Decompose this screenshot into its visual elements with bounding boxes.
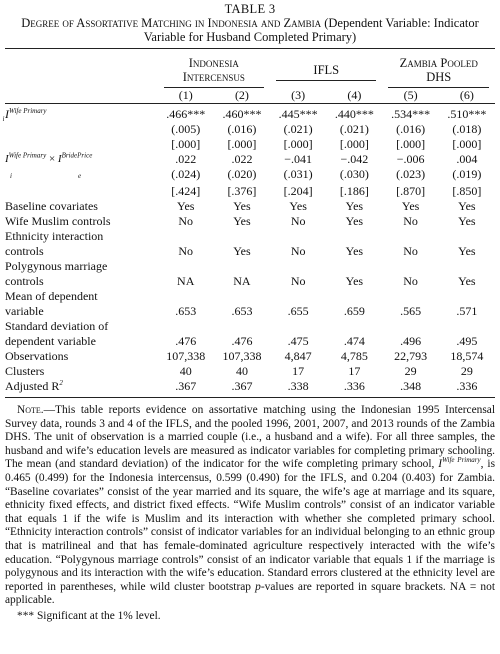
column-number: (1) bbox=[178, 88, 193, 102]
table-title-rest: (Dependent Variable: Indicator Variable for Husband Completed Primary) bbox=[143, 16, 479, 44]
table-title-main: Degree of Assortative Matching in Indonesia and Zambia bbox=[21, 16, 322, 30]
row-ethnicity-controls: controls No Yes No Yes No Yes bbox=[5, 244, 476, 258]
row-ethnicity-controls-label bbox=[5, 229, 495, 244]
pvalue-cell: [.000] bbox=[171, 137, 201, 151]
coef-cell: .460*** bbox=[222, 107, 262, 121]
pvalue-cell: [.000] bbox=[396, 137, 426, 151]
pvalue-cell: [.000] bbox=[452, 137, 482, 151]
coef-cell: −.006 bbox=[396, 152, 425, 166]
row-interaction bbox=[5, 152, 495, 167]
row-label: Ethnicity interaction bbox=[5, 229, 104, 243]
note-lead: Note. bbox=[17, 404, 44, 416]
row-wife-primary-se bbox=[5, 122, 495, 137]
row-observations: Observations 107,338 107,338 4,847 4,785 22,793 18,574 bbox=[5, 349, 484, 363]
se-cell: (.023) bbox=[396, 167, 426, 181]
pvalue-cell: [.000] bbox=[339, 137, 369, 151]
pvalue-cell: [.000] bbox=[227, 137, 257, 151]
coef-cell: .004 bbox=[456, 152, 478, 166]
column-number: (4) bbox=[347, 88, 362, 102]
column-number: (5) bbox=[403, 88, 418, 102]
row-interaction-p bbox=[5, 184, 495, 199]
bottom-rule bbox=[5, 397, 495, 398]
pvalue-cell: [.000] bbox=[283, 137, 313, 151]
table-page bbox=[2, 0, 496, 623]
row-label: Polygynous marriage bbox=[5, 259, 108, 273]
results-table bbox=[2, 49, 495, 394]
coef-cell: .534*** bbox=[391, 107, 431, 121]
group-header-row bbox=[5, 49, 495, 88]
row-polygynous-controls: controls NA NA No Yes No Yes bbox=[5, 274, 476, 288]
pvalue-cell: [.850] bbox=[452, 184, 482, 198]
column-number: (6) bbox=[459, 88, 474, 102]
group-header-ifls: IFLS bbox=[276, 56, 376, 81]
column-number-row bbox=[5, 88, 495, 104]
row-label: Mean of dependent bbox=[5, 289, 98, 303]
pvalue-cell: [.870] bbox=[396, 184, 426, 198]
row-label-interaction: $I^{Wife Primary} \times I^{BridePrice}$ bbox=[5, 151, 93, 165]
row-mean: variable .653 .653 .655 .659 .565 .571 bbox=[5, 304, 478, 318]
row-clusters: Clusters 40 40 17 17 29 29 bbox=[5, 364, 473, 378]
coef-cell: −.042 bbox=[340, 152, 369, 166]
pvalue-cell: [.186] bbox=[339, 184, 369, 198]
row-interaction-se: i e (.024) (.020) (.031) (.030) (.023) (.019) bbox=[5, 167, 495, 184]
row-wife-primary bbox=[5, 107, 495, 122]
row-polygynous-controls-label bbox=[5, 259, 495, 274]
row-label: Baseline covariates bbox=[5, 199, 98, 213]
pvalue-cell: [.424] bbox=[171, 184, 201, 198]
group-header-zambia: Zambia Pooled DHS bbox=[388, 56, 489, 88]
se-cell: (.018) bbox=[452, 122, 482, 136]
row-label: Clusters bbox=[5, 364, 45, 378]
table-caption bbox=[5, 2, 495, 44]
se-cell: (.005) bbox=[171, 122, 201, 136]
row-baseline-covariates: Baseline covariates Yes Yes Yes Yes Yes Yes bbox=[5, 199, 476, 213]
table-label: TABLE 3 bbox=[224, 2, 276, 16]
row-label: Wife Muslim controls bbox=[5, 214, 111, 228]
coef-cell: .466*** bbox=[166, 107, 206, 121]
row-label-cont: controls bbox=[5, 244, 44, 258]
row-sd: dependent variable .476 .476 .475 .474 .496 .495 bbox=[5, 334, 478, 348]
se-cell: (.031) bbox=[283, 167, 313, 181]
row-adjusted-r2: Adjusted $R^2$ .367 .367 .338 .336 .348 .336 bbox=[5, 379, 478, 393]
significance-note: *** Significant at the 1% level. bbox=[17, 609, 161, 622]
row-mean-label bbox=[5, 289, 495, 304]
se-cell: (.021) bbox=[339, 122, 369, 136]
se-cell: (.019) bbox=[452, 167, 482, 181]
row-sd-label bbox=[5, 319, 495, 334]
coef-cell: .445*** bbox=[278, 107, 318, 121]
coef-cell: −.041 bbox=[284, 152, 313, 166]
row-label: Observations bbox=[5, 349, 69, 363]
row-label-wife-primary: $I^{Wife Primary}_i$ bbox=[2, 107, 47, 124]
row-wife-muslim-controls: Wife Muslim controls No Yes No Yes No Yes bbox=[5, 214, 476, 228]
table-note: Note.—This table reports evidence on assortative matching using the Indonesian 1995 Intercensal Survey data, rounds 3 and 4 of the IFLS, and the pooled 1996, 2001, 2007, and 2013 rounds of the Zambia DHS. The unit of observation is a married couple (i.e., a husband and a wife). For all three samples, the husband and wife’s education levels are measured as indicator variables for completing primary schooling. The mean (and standard deviation) of the indicator for the wife completing primary school, $I^{Wife Primary}$, is 0.465 (0.499) for the Indonesia intercensus, 0.599 (0.490) for the IFLS, and 0.204 (0.403) for Zambia. “Baseline covariates” consist of the year married and its square, the wife’s age at marriage and its square, ethnicity fixed effects, and district fixed effects. “Wife Muslim controls” consist of an indicator variable that equals 1 if the wife is Muslim and its interaction with whether she completed primary school. “Ethnicity interaction controls” consist of indicator variables for an individual belonging to an ethnic group that is matrilineal and that has female-dominated agriculture respectively interacted with the wife’s education. “Polygynous marriage controls” consist of an indicator variable that equals 1 if the marriage is polygynous and its interaction with the wife’s education. Standard errors clustered at the ethnicity level are reported in parentheses, while wild cluster bootstrap p-values are reported in square brackets. NA = not applicable. bbox=[5, 404, 496, 607]
coef-cell: .440*** bbox=[334, 107, 374, 121]
row-label: Adjusted $R^2$ bbox=[5, 379, 63, 393]
coef-cell: .510*** bbox=[447, 107, 487, 121]
table-title bbox=[5, 16, 495, 44]
se-cell: (.016) bbox=[396, 122, 426, 136]
row-label-cont: dependent variable bbox=[5, 334, 96, 348]
row-wife-primary-p bbox=[5, 137, 495, 152]
se-cell: (.021) bbox=[283, 122, 313, 136]
se-cell: (.024) bbox=[171, 167, 201, 181]
row-label-cont: variable bbox=[5, 304, 44, 318]
row-label-cont: controls bbox=[5, 274, 44, 288]
row-label: Standard deviation of bbox=[5, 319, 109, 333]
pvalue-cell: [.204] bbox=[283, 184, 313, 198]
pvalue-cell: [.376] bbox=[227, 184, 257, 198]
column-number: (2) bbox=[234, 88, 249, 102]
se-cell: (.016) bbox=[227, 122, 257, 136]
coef-cell: .022 bbox=[175, 152, 197, 166]
se-cell: (.030) bbox=[339, 167, 369, 181]
column-number: (3) bbox=[291, 88, 306, 102]
se-cell: (.020) bbox=[227, 167, 257, 181]
group-header-indonesia: Indonesia Intercensus bbox=[164, 56, 264, 88]
coef-cell: .022 bbox=[231, 152, 253, 166]
